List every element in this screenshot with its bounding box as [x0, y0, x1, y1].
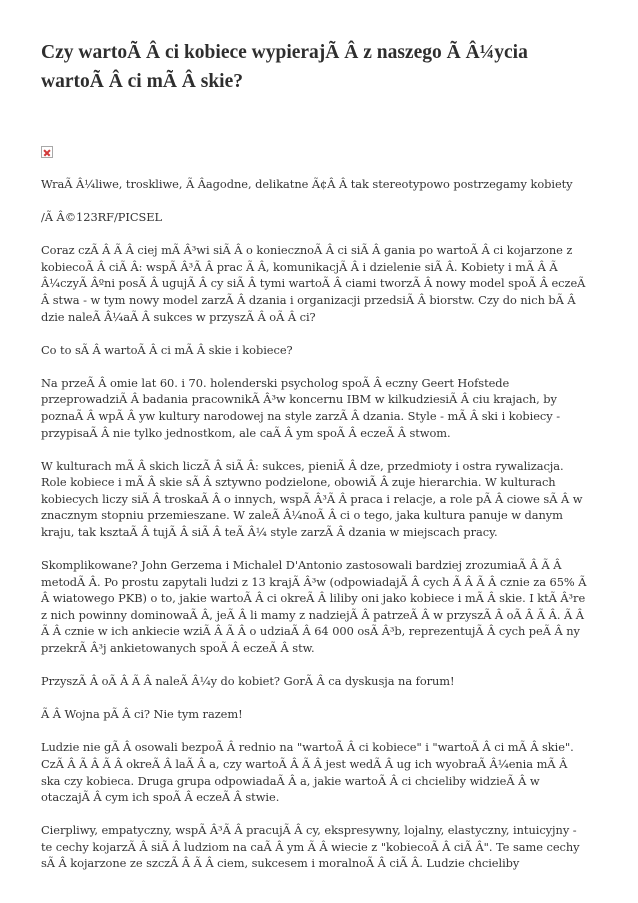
article-subheading: Ã Â Wojna pÃ Â ci? Nie tym razem!	[41, 707, 243, 722]
article-paragraph: Cierpliwy, empatyczny, wspÃ Â³Ã Â pracujÃ Â cy, ekspresywny, lojalny, elastyczny, intuicyjny - te cechy kojarzÃ Â siÃ Â ludziom na caÃ Â ym Ã Â wiecie z "kobiecoÃ Â ciÃ Â". Te same cechy sÃ Â kojarzone ze szczÃ Â Ã Â ciem, sukcesem i moralnoÃ Â ciÃ Â. Ludzie chcieliby	[41, 823, 580, 871]
broken-image-icon	[41, 146, 53, 158]
forum-link-text: PrzyszÃ Â oÃ Â Ã Â naleÃ Â¼y do kobiet? GorÃ Â ca dyskusja na forum!	[41, 674, 455, 689]
article-paragraph: Na przeÃ Â omie lat 60. i 70. holenderski psycholog spoÃ Â eczny Geert Hofstede przeprowadziÃ Â badania pracownikÃ Â³w koncernu IBM w kilkudziesiÃ Â ciu krajach, by poznaÃ Â wpÃ Â yw kultury narodowej na style zarzÃ Â dzania. Style - mÃ Â ski i kobiecy - przypisaÃ Â nie tylko jednostkom, ale caÃ Â ym spoÃ Â eczeÃ Â stwom.	[41, 375, 560, 440]
article-paragraph: W kulturach mÃ Â skich liczÃ Â siÃ Â: sukces, pieniÃ Â dze, przedmioty i ostra rywalizacja. Role kobiece i mÃ Â skie sÃ Â sztywno podzielone, obowiÃ Â zuje hierarchia. W kulturach kobiecych liczy siÃ Â troskaÃ Â o innych, wspÃ Â³Ã Â praca i relacje, a role pÃ Â ciowe sÃ Â w znacznym stopniu przemieszane. W zaleÃ Â¼noÃ Â ci o tego, jaka kultura panuje w danym kraju, tak ksztaÃ Â tujÃ Â siÃ Â teÃ Â¼ style zarzÃ Â dzania w miejscach pracy.	[41, 458, 583, 539]
article-paragraph: WraÃ Â¼liwe, troskliwe, Ã Âagodne, delikatne Ã¢Â Â tak stereotypowo postrzegamy kobiety	[41, 177, 573, 191]
photo-credit: /Ã Â©123RF/PICSEL	[41, 210, 163, 225]
article-paragraph: Coraz czÃ Â Ã Â ciej mÃ Â³wi siÃ Â o koniecznoÃ Â ci siÃ Â gania po wartoÃ Â ci kojarzone z kobiecoÃ Â ciÃ Â: wspÃ Â³Ã Â prac Ã Â, komunikacjÃ Â i dzielenie siÃ Â. Kobiety i mÃ Â Ã Â¼czyÃ Âºni posÃ Â ugujÃ Â cy siÃ Â tymi wartoÃ Â ciami tworzÃ Â nowy model spoÃ Â eczeÃ Â stwa - w tym nowy model zarzÃ Â dzania i organizacji przedsiÃ Â biorstw. Czy do nich bÃ Â dzie naleÃ Â¼aÃ Â sukces w przyszÃ Â oÃ Â ci?	[41, 243, 586, 324]
article-title: Czy wartoÃ Â ci kobiece wypierajÃ Â z naszego Ã Â¼ycia wartoÃ Â ci mÃ Â skie?	[41, 42, 528, 92]
article-paragraph: Ludzie nie gÃ Â osowali bezpoÃ Â rednio na "wartoÃ Â ci kobiece" i "wartoÃ Â ci mÃ Â skie". CzÃ Â Ã Â Ã Â okreÃ Â laÃ Â a, czy wartoÃ Â Ã Â jest wedÃ Â ug ich wyobraÃ Â¼enia mÃ Â ska czy kobieca. Druga grupa odpowiadaÃ Â a, jakie wartoÃ Â ci chcieliby widzieÃ Â w otaczajÃ Â cym ich spoÃ Â eczeÃ Â stwie.	[41, 740, 574, 805]
article-paragraph: Skomplikowane? John Gerzema i Michalel D'Antonio zastosowali bardziej zrozumiaÃ Â Ã Â metodÃ Â. Po prostu zapytali ludzi z 13 krajÃ Â³w (odpowiadajÃ Â cych Ã Â Ã Â cznie za 65% Ã Â wiatowego PKB) o to, jakie wartoÃ Â ci okreÃ Â liliby oni jako kobiece i mÃ Â skie. I ktÃ Â³re z nich powinny dominowaÃ Â, jeÃ Â li mamy z nadziejÃ Â patrzeÃ Â w przyszÃ Â oÃ Â Ã Â. Ã Â Ã Â cznie w ich ankiecie wziÃ Â Ã Â o udziaÃ Â 64 000 osÃ Â³b, reprezentujÃ Â cych peÃ Â ny przekrÃ Â³j ankietowanych spoÃ Â eczeÃ Â stw.	[41, 558, 587, 656]
article-subheading: Co to sÃ Â wartoÃ Â ci mÃ Â skie i kobiece?	[41, 342, 293, 357]
